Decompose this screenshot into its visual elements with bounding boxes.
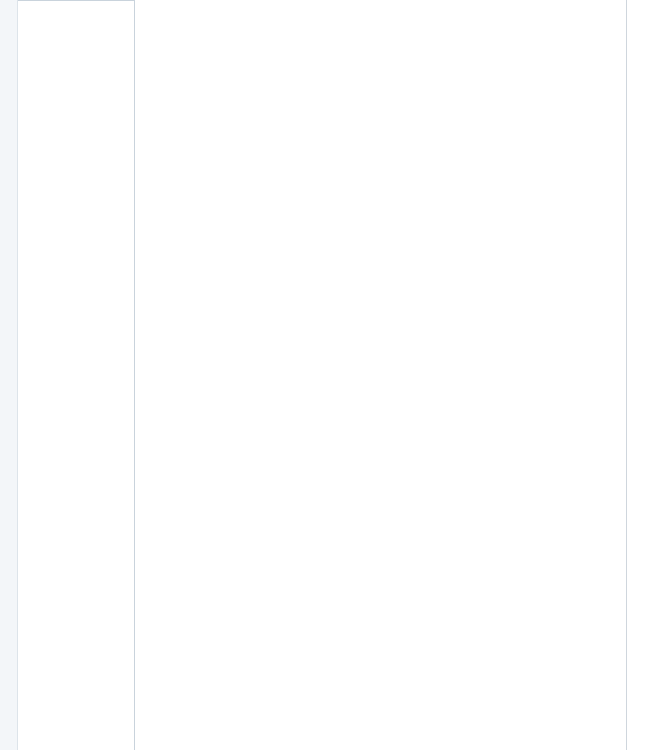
thread-list: [140, 0, 625, 750]
sidebar-group-top: [18, 0, 134, 1]
list-right-border: [626, 0, 627, 750]
sidebar-category-strip: [0, 0, 18, 750]
sidebar: [18, 0, 135, 750]
